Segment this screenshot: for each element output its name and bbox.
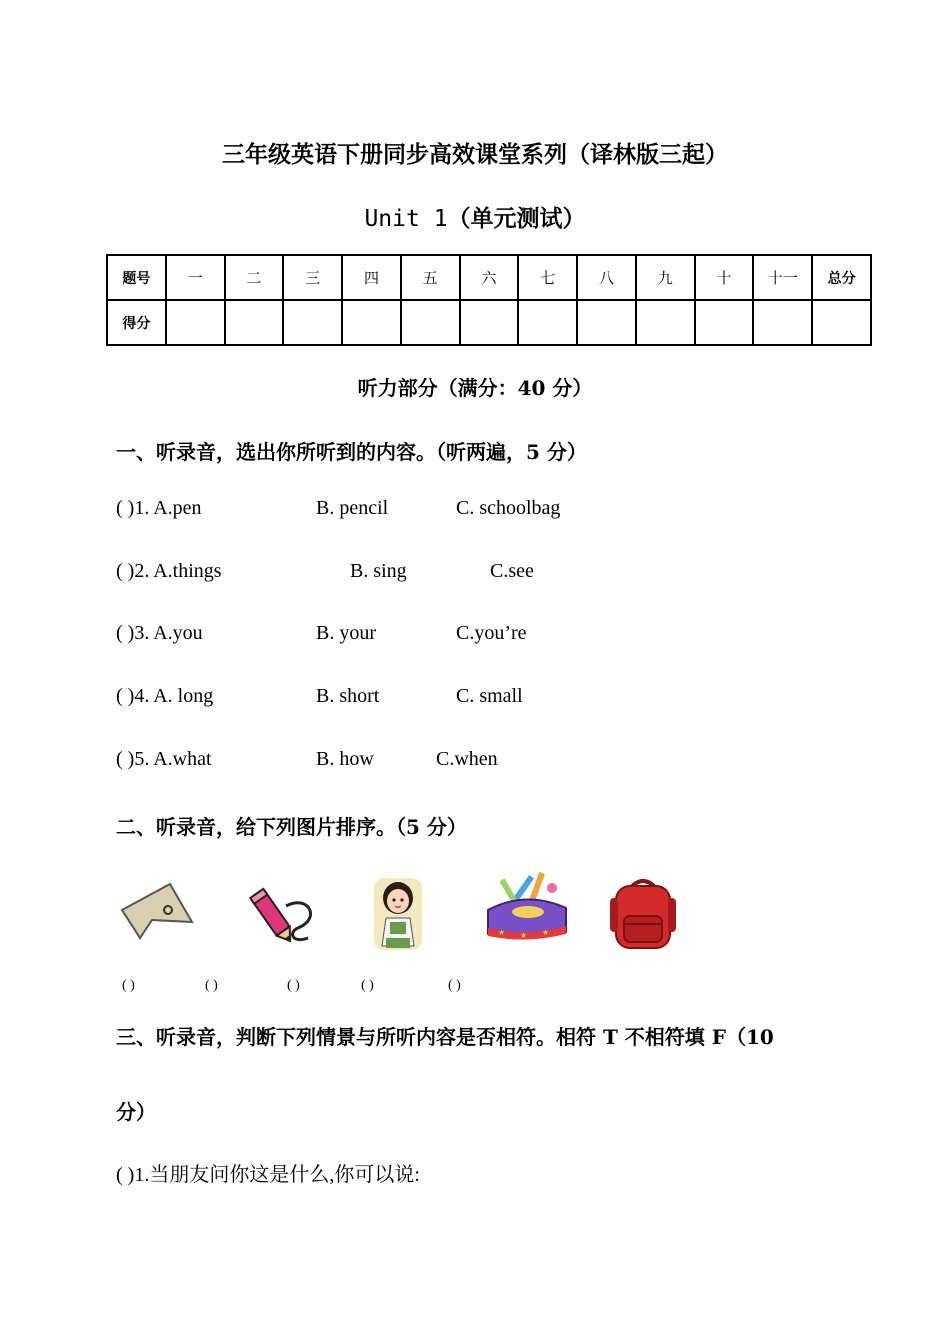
section2-heading: 二、听录音，给下列图片排序。（5 分） xyxy=(116,815,467,839)
score-row-label: 得分 xyxy=(107,300,166,345)
score-table-score-row xyxy=(107,300,871,345)
score-col: 五 xyxy=(401,255,460,300)
score-col: 七 xyxy=(518,255,577,300)
section3-item-1: ( )1.当朋友问你这是什么,你可以说: xyxy=(116,1164,420,1186)
unit-test-label: （单元测试） xyxy=(447,205,586,232)
pencil-case-icon xyxy=(482,868,572,948)
score-blank[interactable] xyxy=(753,300,812,345)
svg-text:★: ★ xyxy=(520,931,528,940)
score-blank[interactable] xyxy=(225,300,284,345)
q4-option-c: C. small xyxy=(456,685,523,707)
picture-blank-1[interactable]: ( ) xyxy=(122,978,135,993)
q5-option-b: B. how xyxy=(316,748,374,770)
picture-blank-4[interactable]: ( ) xyxy=(361,978,374,993)
unit-label: Unit 1 xyxy=(364,206,448,232)
q3-option-c: C.you’re xyxy=(456,622,527,644)
q4-option-a: ( )4. A. long xyxy=(116,685,214,707)
score-blank[interactable] xyxy=(401,300,460,345)
picture-blank-2[interactable]: ( ) xyxy=(205,978,218,993)
score-col: 二 xyxy=(225,255,284,300)
page-subtitle xyxy=(0,200,950,233)
score-col: 十 xyxy=(695,255,754,300)
picture-blank-3[interactable]: ( ) xyxy=(287,978,300,993)
score-col: 六 xyxy=(460,255,519,300)
page-title: 三年级英语下册同步高效课堂系列（译林版三起） xyxy=(222,141,728,168)
q1-option-a: ( )1. A.pen xyxy=(116,497,202,519)
q2-option-b: B. sing xyxy=(350,560,407,582)
score-blank[interactable] xyxy=(695,300,754,345)
score-blank[interactable] xyxy=(812,300,871,345)
score-col: 九 xyxy=(636,255,695,300)
q2-option-a: ( )2. A.things xyxy=(116,560,222,582)
q3-option-a: ( )3. A.you xyxy=(116,622,203,644)
q1-option-c: C. schoolbag xyxy=(456,497,561,519)
q2-option-c: C.see xyxy=(490,560,534,582)
score-blank[interactable] xyxy=(577,300,636,345)
section3-heading-cont: 分） xyxy=(116,1100,156,1124)
score-col: 八 xyxy=(577,255,636,300)
girl-icon xyxy=(370,876,426,952)
listening-header: 听力部分（满分：40 分） xyxy=(357,376,593,400)
schoolbag-icon xyxy=(606,876,680,952)
score-blank[interactable] xyxy=(518,300,577,345)
svg-text:★: ★ xyxy=(542,928,550,937)
score-cell-label: 题号 xyxy=(107,255,166,300)
score-blank[interactable] xyxy=(460,300,519,345)
svg-text:★: ★ xyxy=(498,928,506,937)
score-table xyxy=(106,254,872,346)
score-table-header-row xyxy=(107,255,871,300)
score-blank[interactable] xyxy=(342,300,401,345)
q5-option-c: C.when xyxy=(436,748,498,770)
section3-heading: 三、听录音，判断下列情景与所听内容是否相符。相符 T 不相符填 F（10 xyxy=(116,1025,774,1049)
score-col: 三 xyxy=(283,255,342,300)
score-col-total: 总分 xyxy=(812,255,871,300)
pencil-icon xyxy=(246,884,318,950)
picture-blank-5[interactable]: ( ) xyxy=(448,978,461,993)
score-blank[interactable] xyxy=(283,300,342,345)
section1-heading: 一、听录音，选出你所听到的内容。（听两遍，5 分） xyxy=(116,440,587,464)
q1-option-b: B. pencil xyxy=(316,497,389,519)
q4-option-b: B. short xyxy=(316,685,380,707)
score-blank[interactable] xyxy=(166,300,225,345)
score-col: 一 xyxy=(166,255,225,300)
score-col: 四 xyxy=(342,255,401,300)
score-blank[interactable] xyxy=(636,300,695,345)
q5-option-a: ( )5. A.what xyxy=(116,748,212,770)
ruler-icon xyxy=(118,880,196,942)
q3-option-b: B. your xyxy=(316,622,376,644)
score-col: 十一 xyxy=(753,255,812,300)
